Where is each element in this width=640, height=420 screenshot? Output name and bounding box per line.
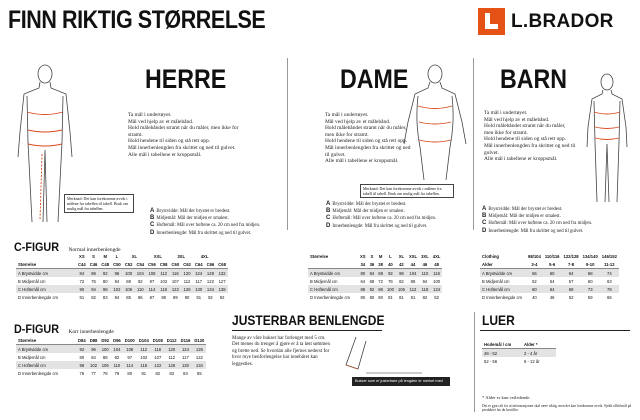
dame-legend (326, 201, 436, 230)
legend-item: C Hoftemål: Mål over hoftene ca. 20 cm ned fra midjen. (150, 222, 261, 229)
legend-item: D Innerbenlengde: Mål fra skrittet og ned til gulvet. (150, 229, 252, 236)
table-row: D Innerbenlengde cm 80 80 80 81 81 81 82 82 (310, 294, 439, 300)
dame-heading: DAME (340, 64, 409, 94)
table-row: B Midjemål cm 64 68 72 76 82 88 94 100 (310, 278, 441, 284)
barn-heading: BARN (500, 64, 568, 94)
legend-item: D Innerbenlengde: Mål fra skrittet og ned til gulvet. (326, 222, 428, 229)
luer-heading: LUER (482, 312, 515, 328)
table-header-row: 34 36 38 40 42 44 46 48 (308, 260, 442, 269)
divider (287, 58, 288, 230)
barn-size-table (480, 252, 619, 301)
table-row: C Hoftemål cm 98 102 106 110 114 118 122 126 130 134 (16, 361, 206, 369)
legend-item: A Brystvidde: Mål der brystet er bredest. (482, 206, 563, 212)
table-header-row: Alder 3-4 5-6 7-8 9-10 11-12 (480, 260, 619, 269)
legend-item: B Midjemål: Mål der midjen er smalest. (482, 213, 561, 220)
table-row: 48 - 52 2 - 4 år (482, 349, 556, 358)
table-row: A Brystvidde cm 84 88 92 96 100 104 108 112 116 120 124 128 132 (16, 269, 228, 278)
table-header-row: Størrelse D84 D88 D92 D96 D100 D104 D108 D112 D116 D120 (18, 337, 205, 343)
barn-instructions: Ta mål i undertøyet. Mål ved hjelp av et målebånd. Hold målebåndet stramt når du måler, men ikke for stramt. Hold hendene til siden og stå rett opp. Mål innerbenlengden fra skrittet og ned til gulvet. Alle mål i tabellene er kroppsmål. (484, 110, 576, 163)
table-row: B Midjemål cm 52 54 57 60 63 (482, 278, 612, 284)
table-row: B Midjemål cm 80 84 88 92 97 102 107 112 117 122 (18, 354, 203, 360)
dfigur-size-table (16, 336, 206, 377)
cfigur-sub: Normal innerbenlengde (68, 247, 121, 253)
table-group-row: XS S M L XL XXL 3XL 4XL (79, 253, 209, 259)
dfigur-label: D-FIGUR (14, 322, 59, 336)
luer-table (482, 340, 556, 365)
divider (474, 312, 475, 412)
logo-mark (478, 8, 505, 35)
table-row: 52 - 56 5 - 12 år (484, 358, 540, 364)
herre-size-table (16, 252, 228, 301)
barn-legend (482, 206, 592, 235)
legend-item: C Hoftemål: Mål over hoftene ca. 20 cm ned fra midjen. (482, 220, 593, 227)
table-row: D Innerbenlengde cm 76 77 78 79 80 81 82 83 84 85 (18, 370, 202, 376)
page-title: FINN RIKTIG STØRRELSE (8, 6, 266, 34)
table-header-row: Størrelse C44 C46 C48 C50 C52 C54 C56 C58 C60 C62 C64 C66 C68 (18, 261, 226, 267)
table-row: A Brystvidde cm 92 96 100 104 108 112 116 120 124 128 (16, 345, 206, 354)
justerbar-text: Mange av våre bukser har forlenget med 5 cm. Det menes du trenger å gjøre er å ta løst sømmen og brette ned. Se hvordan alle fjernes nederst for hvor mye benforlengelse har innebåret kan leggestles. (232, 336, 331, 367)
herre-legend (150, 208, 260, 237)
herre-instructions: Ta mål i undertøyet. Mål ved hjelp av et målebånd. Hold målebåndet stramt når du måler, men ikke for stramt. Hold hendene til siden og stå rett opp. Mål innerbenlengden fra skrittet og ned til gulvet. Alle mål i tabellene er kroppsmål. (128, 112, 239, 158)
dame-instructions: Ta mål i undertøyet. Mål ved hjelp av et målebånd. Hold målebåndet stramt når du måler, men ikke for stramt. Hold hendene til siden og stå rett opp. Mål innerbenlengden fra skrittet og ned til gulvet. Alle mål i tabellene er kroppsmål. (325, 112, 411, 165)
dame-size-table (308, 252, 442, 301)
divider (232, 330, 382, 331)
table-row: B Midjemål cm 72 76 80 84 88 92 97 102 107 112 117 122 127 (18, 278, 226, 284)
table-row: D Innerbenlengde cm 40 46 52 59 66 (482, 294, 612, 300)
legend-item: A Brystvidde: Mål der brystet er bredest. (326, 201, 407, 207)
luer-footnote: Det er gjort alt for at informasjonen skal være riktig, men det kan forekomme avvik. Sjekk alltid mål på produktet før du bestiller. (482, 404, 632, 413)
herre-heading: HERRE (145, 64, 227, 94)
barn-figure (584, 72, 630, 212)
dfigur-sub: Kort innerbenlengde (68, 329, 114, 335)
herre-note: Merknad: Det kan forekomme avvik i målene fra tabellen til tabell. Bruk om mulig mål fra tabellen. (64, 194, 134, 213)
cfigur-label: C-FIGUR (14, 240, 59, 254)
table-header-row: Hodemål / cm Alder * (482, 340, 556, 349)
divider (480, 330, 630, 331)
table-header-row: Størrelse XS S M L XL XXL 3XL 4XL (310, 253, 441, 259)
luer-note: * Alder er kun veiledende. (482, 395, 531, 400)
justerbar-caption: Bukser som er justerbare på lengden er merket med dette symbol (352, 377, 450, 386)
table-row: C Hoftemål cm 90 94 98 102 106 110 114 118 122 126 130 134 138 (16, 285, 228, 293)
legend-item: B Midjemål: Mål der midjen er smalest. (150, 215, 229, 222)
table-row: A Brystvidde cm 56 60 64 68 74 (480, 269, 619, 278)
legend-item: B Midjemål: Mål der midjen er smalest. (326, 208, 405, 215)
table-row: D Innerbenlengde cm 81 82 83 84 85 86 87 88 89 90 91 92 92 (18, 294, 225, 300)
legend-item: A Brystvidde: Mål der brystet er bredest. (150, 208, 231, 214)
table-row: C Hoftemål cm 88 92 96 100 106 112 118 124 (308, 285, 442, 293)
legend-item: C Hoftemål: Mål over hoftene ca. 20 cm ned fra midjen. (326, 215, 437, 222)
justerbar-heading: JUSTERBAR BENLENGDE (232, 312, 385, 328)
divider (473, 58, 474, 230)
logo-text: L.BRADOR (511, 11, 614, 32)
brand-logo (478, 8, 630, 36)
table-row: A Brystvidde cm 80 84 88 92 98 104 110 116 (308, 269, 442, 278)
legend-item: D Innerbenlengde: Mål fra skrittet og ned til gulvet. (482, 227, 584, 234)
dame-note: Merknad: Det kan forekomme avvik i målene fra tabell til tabell. Bruk om mulig mål fra tabellen. (360, 184, 454, 198)
table-row: C Hoftemål cm 60 64 68 73 78 (480, 285, 619, 293)
table-header-row: Clothing 98/104 110/116 122/128 134/140 146/152 (482, 253, 617, 259)
